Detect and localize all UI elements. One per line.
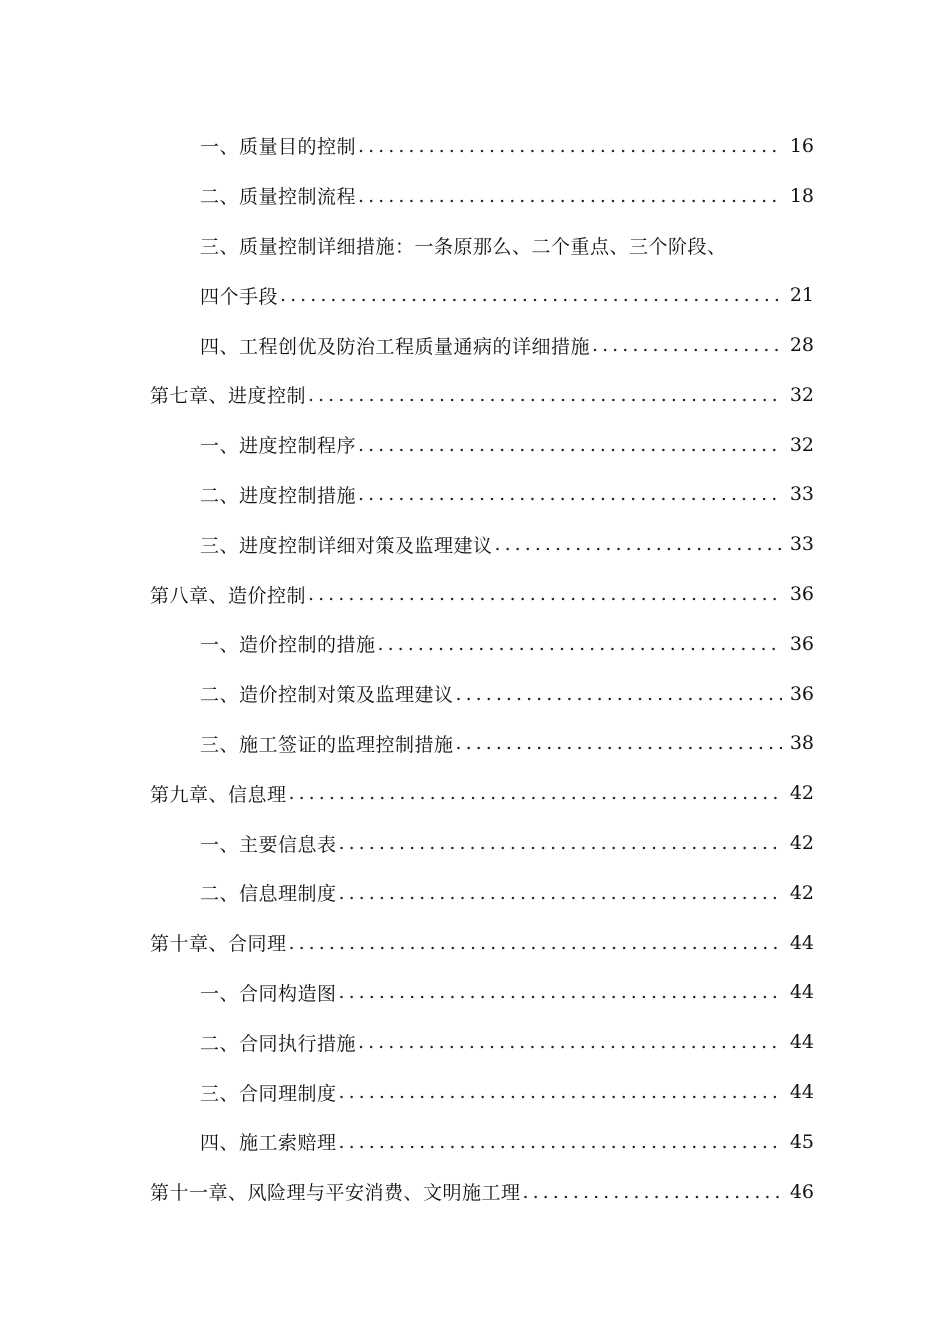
toc-entry-title: 第八章、造价控制	[150, 584, 307, 607]
toc-dot-leader	[592, 334, 782, 356]
toc-dot-leader	[358, 483, 782, 505]
toc-page-number: 32	[789, 383, 814, 406]
toc-entry-title: 三、质量控制详细措施：一条原那么、二个重点、三个阶段、	[200, 235, 727, 258]
toc-dot-leader	[339, 1131, 782, 1153]
toc-chapter-entry[interactable]	[0, 370, 950, 420]
toc-entry-title: 第七章、进度控制	[150, 385, 307, 408]
toc-dot-leader	[378, 633, 782, 655]
toc-page-number: 42	[789, 881, 814, 904]
toc-entry-title: 一、进度控制程序	[200, 435, 357, 458]
toc-entry-title: 三、合同理制度	[200, 1082, 337, 1105]
toc-section-entry[interactable]	[0, 470, 950, 520]
toc-section-entry[interactable]	[0, 619, 950, 669]
toc-section-entry[interactable]	[0, 818, 950, 868]
toc-section-entry[interactable]	[0, 1017, 950, 1067]
toc-dot-leader	[358, 135, 782, 157]
toc-dot-leader	[495, 533, 782, 555]
toc-entry-title: 第十一章、风险理与平安消费、文明施工理	[150, 1182, 521, 1205]
table-of-contents	[0, 121, 950, 1217]
toc-page-number: 33	[789, 533, 814, 556]
toc-page-number: 44	[789, 1031, 814, 1054]
toc-section-entry[interactable]	[0, 1067, 950, 1117]
toc-dot-leader	[339, 832, 782, 854]
toc-entry-title: 第九章、信息理	[150, 783, 287, 806]
toc-dot-leader	[358, 434, 782, 456]
toc-entry-title: 二、信息理制度	[200, 883, 337, 906]
toc-page-number: 33	[789, 483, 814, 506]
toc-chapter-entry[interactable]	[0, 768, 950, 818]
toc-page-number: 45	[789, 1130, 814, 1153]
toc-entry-title: 三、施工签证的监理控制措施	[200, 733, 454, 756]
toc-page-number: 42	[789, 782, 814, 805]
toc-dot-leader	[308, 384, 782, 406]
toc-page-number: 21	[789, 284, 814, 307]
toc-entry-title: 一、质量目的控制	[200, 136, 357, 159]
toc-entry-title: 二、质量控制流程	[200, 186, 357, 209]
toc-page-number: 46	[789, 1180, 814, 1203]
toc-dot-leader	[289, 932, 782, 954]
toc-page-number: 36	[789, 632, 814, 655]
toc-section-entry[interactable]	[0, 121, 950, 171]
toc-section-entry[interactable]	[0, 669, 950, 719]
toc-dot-leader	[308, 583, 782, 605]
toc-dot-leader	[358, 185, 782, 207]
toc-dot-leader	[280, 284, 782, 306]
toc-entry-title: 二、进度控制措施	[200, 484, 357, 507]
toc-dot-leader	[358, 1031, 782, 1053]
toc-dot-leader	[339, 1081, 782, 1103]
toc-page-number: 38	[789, 732, 814, 755]
toc-dot-leader	[289, 782, 782, 804]
toc-entry-title: 一、主要信息表	[200, 833, 337, 856]
toc-entry-title: 二、造价控制对策及监理建议	[200, 684, 454, 707]
toc-entry-title: 一、造价控制的措施	[200, 634, 376, 657]
toc-entry-title: 四个手段	[200, 285, 279, 308]
toc-dot-leader	[339, 981, 782, 1003]
toc-section-entry[interactable]	[0, 320, 950, 370]
toc-entry-title: 四、工程创优及防治工程质量通病的详细措施	[200, 335, 591, 358]
toc-page-number: 36	[789, 583, 814, 606]
toc-page-number: 36	[789, 682, 814, 705]
toc-section-entry[interactable]	[0, 270, 950, 320]
toc-dot-leader	[456, 683, 782, 705]
toc-dot-leader	[339, 882, 782, 904]
toc-chapter-entry[interactable]	[0, 1167, 950, 1217]
toc-dot-leader	[523, 1181, 782, 1203]
toc-section-entry[interactable]	[0, 719, 950, 769]
toc-page-number: 44	[789, 1081, 814, 1104]
toc-section-entry[interactable]	[0, 221, 950, 271]
toc-chapter-entry[interactable]	[0, 918, 950, 968]
toc-entry-title: 一、合同构造图	[200, 982, 337, 1005]
toc-page-number: 28	[789, 334, 814, 357]
toc-entry-title: 二、合同执行措施	[200, 1032, 357, 1055]
toc-section-entry[interactable]	[0, 868, 950, 918]
toc-section-entry[interactable]	[0, 968, 950, 1018]
toc-entry-title: 第十章、合同理	[150, 933, 287, 956]
toc-entry-title: 四、施工索赔理	[200, 1132, 337, 1155]
toc-section-entry[interactable]	[0, 171, 950, 221]
toc-section-entry[interactable]	[0, 519, 950, 569]
toc-page-number: 44	[789, 981, 814, 1004]
toc-entry-title: 三、进度控制详细对策及监理建议	[200, 534, 493, 557]
toc-page-number: 42	[789, 832, 814, 855]
toc-page-number: 32	[789, 433, 814, 456]
toc-page-number: 44	[789, 931, 814, 954]
toc-section-entry[interactable]	[0, 420, 950, 470]
toc-chapter-entry[interactable]	[0, 569, 950, 619]
toc-dot-leader	[456, 732, 782, 754]
toc-section-entry[interactable]	[0, 1117, 950, 1167]
toc-page-number: 18	[789, 184, 814, 207]
toc-page-number: 16	[789, 134, 814, 157]
